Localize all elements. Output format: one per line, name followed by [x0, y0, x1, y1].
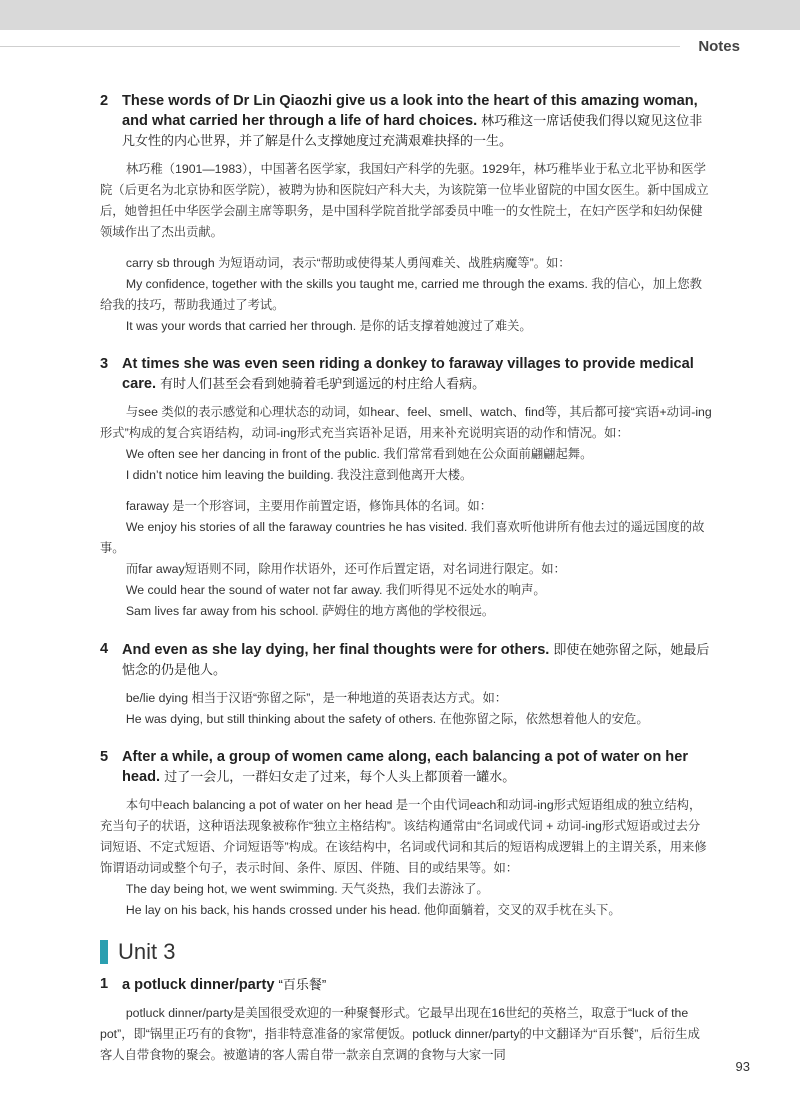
note-number: 4 — [100, 641, 109, 657]
example-sentence: The day being hot, we went swimming. 天气炎热，我们去游泳了。 — [125, 882, 489, 896]
note-number: 2 — [100, 93, 109, 109]
unit-accent-bar — [100, 940, 108, 964]
note-item-4 — [100, 640, 712, 730]
note-title-cn: 即使在她弥留之际，她最后惦念的仍是他人。 — [122, 642, 710, 677]
header-rule — [0, 46, 680, 47]
note-item-2 — [100, 92, 712, 337]
example-sentence: Sam lives far away from his school. 萨姆住的地方离他的学校很远。 — [125, 604, 495, 618]
note-title-cn: 林巧稚这一席话使我们得以窥见这位非凡女性的内心世界，并了解是什么支撑她度过充满艰难抉择的一生。 — [122, 113, 703, 148]
note-paragraph: potluck dinner/party是美国很受欢迎的一种聚餐形式。它最早出现在16世纪的英格兰，取意于“luck of the pot”，即“锅里正巧有的食物”，指非特意准备的家常便饭。potluck dinner/party的中文翻译为“百乐餐”，后衍生成客人自带食物的聚会。被邀请的客人需自带一款亲自烹调的食物与大家一同 — [100, 1006, 700, 1062]
note-paragraph: 而far away短语则不同，除用作状语外，还可作后置定语，对名词进行限定。如： — [125, 562, 566, 576]
note-number: 5 — [100, 749, 109, 765]
note-item-5 — [100, 748, 712, 921]
note-heading — [100, 355, 712, 394]
unit-title: Unit 3 — [118, 939, 176, 964]
unit-heading — [100, 939, 712, 965]
notes-content — [100, 92, 712, 1084]
note-item-unit3-1 — [100, 975, 712, 1066]
note-title-cn: “百乐餐” — [278, 977, 327, 992]
example-sentence: He was dying, but still thinking about the safety of others. 在他弥留之际，依然想着他人的安危。 — [125, 712, 649, 726]
note-title: These words of Dr Lin Qiaozhi give us a look into the heart of this amazing woman, and what carried her through a life of hard choices. — [122, 93, 698, 129]
example-sentence: We enjoy his stories of all the faraway countries he has visited. 我们喜欢听他讲所有他去过的遥远国度的故事。 — [100, 520, 705, 555]
note-number: 1 — [100, 976, 109, 992]
note-paragraph: carry sb through 为短语动词，表示“帮助或使得某人勇闯难关、战胜病魔等”。如： — [125, 256, 571, 270]
note-paragraph: 与see 类似的表示感觉和心理状态的动词，如hear、feel、smell、watch、find等，其后都可接“宾语+动词-ing形式”构成的复合宾语结构，动词-ing形式充当宾语补足语，用来补充说明宾语的动作和情况。如： — [100, 405, 712, 440]
note-heading — [100, 92, 712, 151]
note-title-cn: 有时人们甚至会看到她骑着毛驴到遥远的村庄给人看病。 — [160, 376, 486, 391]
example-sentence: We could hear the sound of water not far away. 我们听得见不远处水的响声。 — [125, 583, 546, 597]
note-heading — [100, 748, 712, 787]
note-heading — [100, 640, 712, 680]
section-label: Notes — [698, 38, 740, 55]
note-title: And even as she lay dying, her final thoughts were for others. — [122, 642, 550, 658]
example-sentence: I didn’t notice him leaving the building. 我没注意到他离开大楼。 — [125, 468, 473, 482]
example-sentence: My confidence, together with the skills you taught me, carried me through the exams. 我的信心，加上您教给我的技巧，帮助我通过了考试。 — [100, 277, 702, 312]
note-paragraph: 本句中each balancing a pot of water on her head 是一个由代词each和动词-ing形式短语组成的独立结构，充当句子的状语，这种语法现象被称作“独立主格结构”。该结构通常由“名词或代词 + 动词-ing形式短语或过去分词短语、不定式短语、介词短语等”构成。在该结构中，名词或代词和其后的短语构成逻辑上的主谓关系，用来修饰谓语动词或整个句子，表示时间、条件、原因、伴随、目的或结果等。如： — [100, 798, 707, 875]
note-title-cn: 过了一会儿，一群妇女走了过来，每个人头上都顶着一罐水。 — [164, 769, 516, 784]
example-sentence: It was your words that carried her through. 是你的话支撑着她渡过了难关。 — [125, 319, 532, 333]
note-title: After a while, a group of women came along, each balancing a pot of water on her head. — [122, 749, 689, 785]
note-title: At times she was even seen riding a donkey to faraway villages to provide medical care. — [122, 356, 694, 392]
note-title: a potluck dinner/party — [122, 977, 275, 993]
example-sentence: We often see her dancing in front of the public. 我们常常看到她在公众面前翩翩起舞。 — [125, 447, 593, 461]
page-number: 93 — [735, 1059, 750, 1074]
note-heading — [100, 975, 712, 995]
note-number: 3 — [100, 356, 109, 372]
note-paragraph: be/lie dying 相当于汉语“弥留之际”，是一种地道的英语表达方式。如： — [125, 691, 508, 705]
note-item-3 — [100, 355, 712, 622]
note-paragraph: 林巧稚（1901—1983），中国著名医学家，我国妇产科学的先驱。1929年，林巧稚毕业于私立北平协和医学院（后更名为北京协和医学院），被聘为协和医院妇产科大夫，为该院第一位毕业留院的中国女医生。新中国成立后，她曾担任中华医学会副主席等职务，是中国科学院首批学部委员中唯一的女性院士，在妇产医学和妇幼保健领域作出了杰出贡献。 — [100, 162, 709, 239]
note-paragraph: faraway 是一个形容词，主要用作前置定语，修饰具体的名词。如： — [125, 499, 493, 513]
example-sentence: He lay on his back, his hands crossed under his head. 他仰面躺着，交叉的双手枕在头下。 — [125, 903, 621, 917]
top-band — [0, 0, 800, 30]
